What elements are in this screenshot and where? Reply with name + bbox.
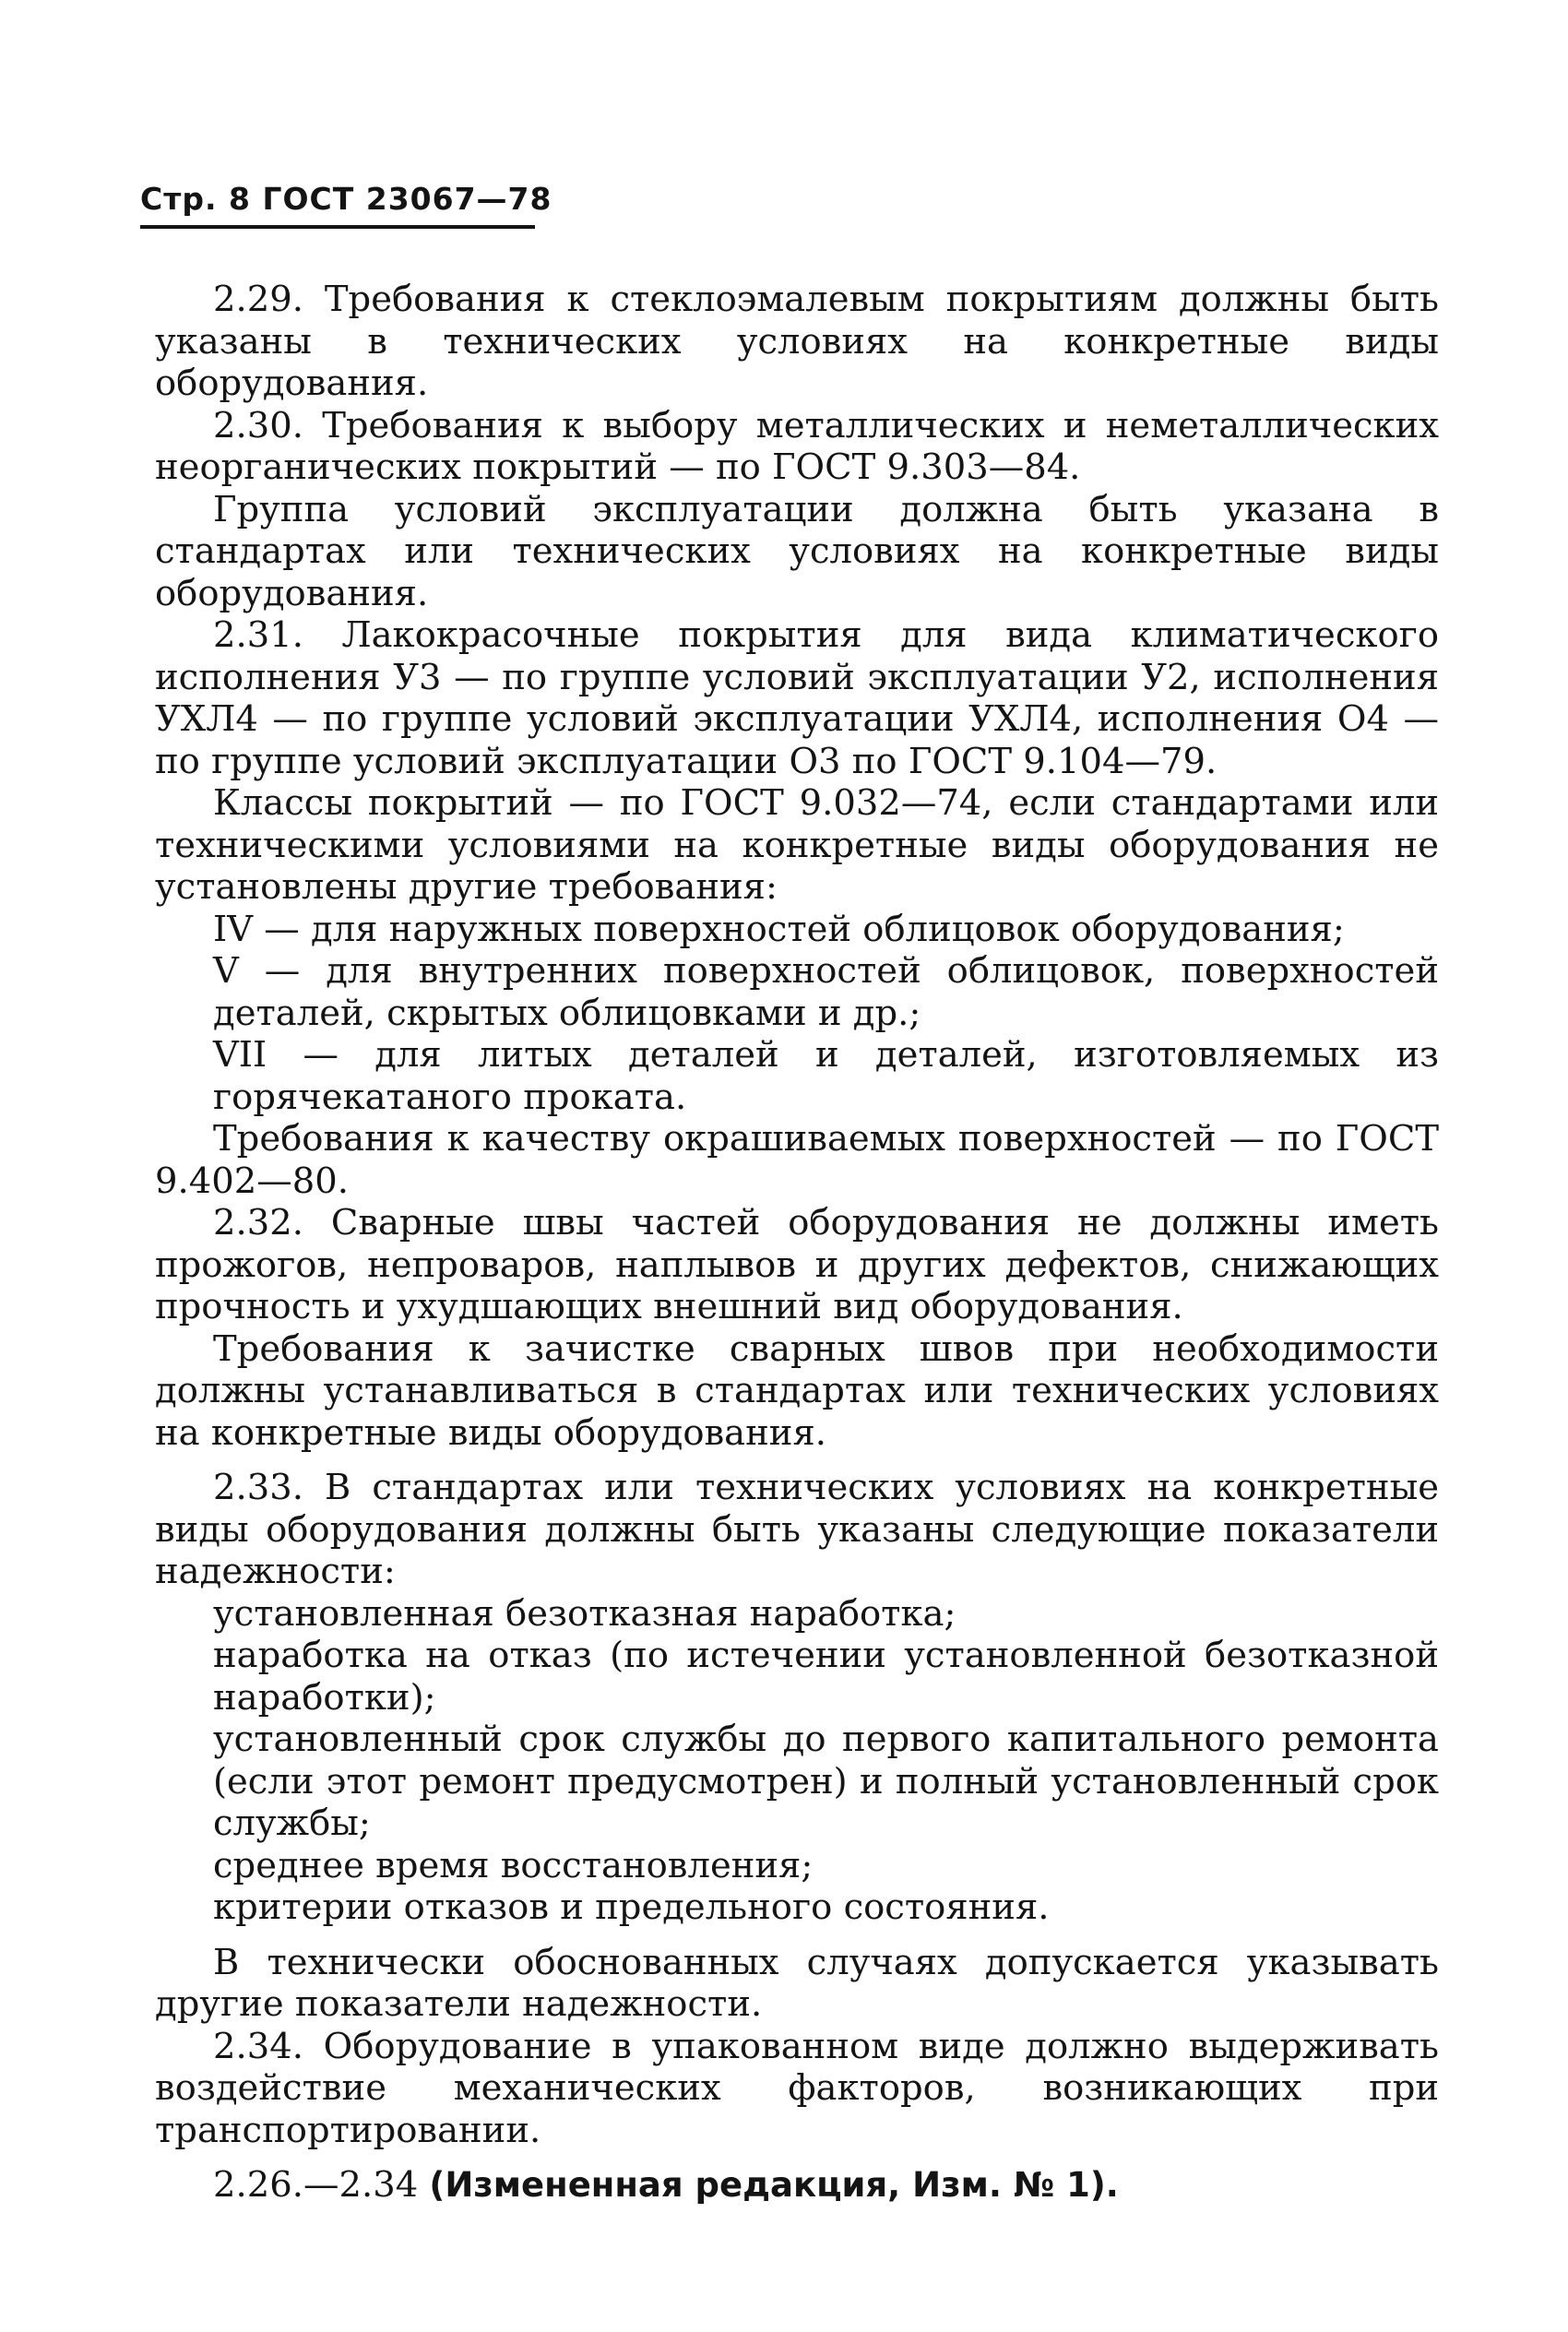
amendment-label: (Измененная редакция, Изм. № 1). bbox=[429, 2165, 1119, 2205]
paragraph-2-29: 2.29. Требования к стеклоэмалевым покрытиям должны быть указаны в технических условиях на конкретные виды оборудования. bbox=[155, 279, 1439, 404]
class-vii-item: VII — для литых деталей и деталей, изготовляемых из горячекатаного проката. bbox=[213, 1034, 1439, 1118]
paragraph-coating-classes: Классы покрытий — по ГОСТ 9.032—74, если стандартами или техническими условиями на конкретные виды оборудования не установлены другие требования: bbox=[155, 782, 1439, 908]
paragraph-2-31: 2.31. Лакокрасочные покрытия для вида климатического исполнения У3 — по группе условий эксплуатации У2, исполнения УХЛ4 — по группе условий эксплуатации УХЛ4, исполнения О4 — по группе условий эксплуатации О3 по ГОСТ 9.104—79. bbox=[155, 614, 1439, 782]
document-body bbox=[155, 279, 1439, 2207]
paragraph-surface-quality: Требования к качеству окрашиваемых поверхностей — по ГОСТ 9.402—80. bbox=[155, 1118, 1439, 1202]
paragraph-operating-group: Группа условий эксплуатации должна быть указана в стандартах или технических условиях на конкретные виды оборудования. bbox=[155, 488, 1439, 614]
amendment-note bbox=[155, 2164, 1439, 2207]
class-iv-item: IV — для наружных поверхностей облицовок оборудования; bbox=[213, 908, 1345, 950]
page-header: Стр. 8 ГОСТ 23067—78 bbox=[140, 181, 552, 217]
paragraph-weld-cleaning: Требования к зачистке сварных швов при необходимости должны устанавливаться в стандартах или технических условиях на конкретные виды оборудования. bbox=[155, 1327, 1439, 1454]
reliability-item-1: установленная безотказная наработка; bbox=[213, 1592, 956, 1635]
paragraph-other-indicators: В технически обоснованных случаях допускается указывать другие показатели надежности. bbox=[155, 1941, 1439, 2025]
paragraph-2-33: 2.33. В стандартах или технических условиях на конкретные виды оборудования должны быть указаны следующие показатели надежности: bbox=[155, 1467, 1439, 1592]
reliability-item-4: среднее время восстановления; bbox=[213, 1844, 814, 1886]
paragraph-2-30: 2.30. Требования к выбору металлических и неметаллических неорганических покрытий — по ГОСТ 9.303—84. bbox=[155, 404, 1439, 488]
reliability-item-2: наработка на отказ (по истечении установленной безотказной наработки); bbox=[213, 1635, 1439, 1719]
reliability-item-5: критерии отказов и предельного состояния. bbox=[213, 1886, 1050, 1928]
reliability-item-3: установленный срок службы до первого капитального ремонта (если этот ремонт предусмотрен) и полный установленный срок службы; bbox=[213, 1719, 1439, 1844]
paragraph-2-32: 2.32. Сварные швы частей оборудования не должны иметь прожогов, непроваров, наплывов и других дефектов, снижающих прочность и ухудшающих внешний вид оборудования. bbox=[155, 1202, 1439, 1327]
header-rule bbox=[140, 225, 535, 229]
paragraph-2-34: 2.34. Оборудование в упакованном виде должно выдерживать воздействие механических факторов, возникающих при транспортировании. bbox=[155, 2025, 1439, 2151]
amendment-range: 2.26.—2.34 bbox=[213, 2164, 430, 2206]
class-v-item: V — для внутренних поверхностей облицовок, поверхностей деталей, скрытых облицовками и др.; bbox=[213, 950, 1439, 1034]
